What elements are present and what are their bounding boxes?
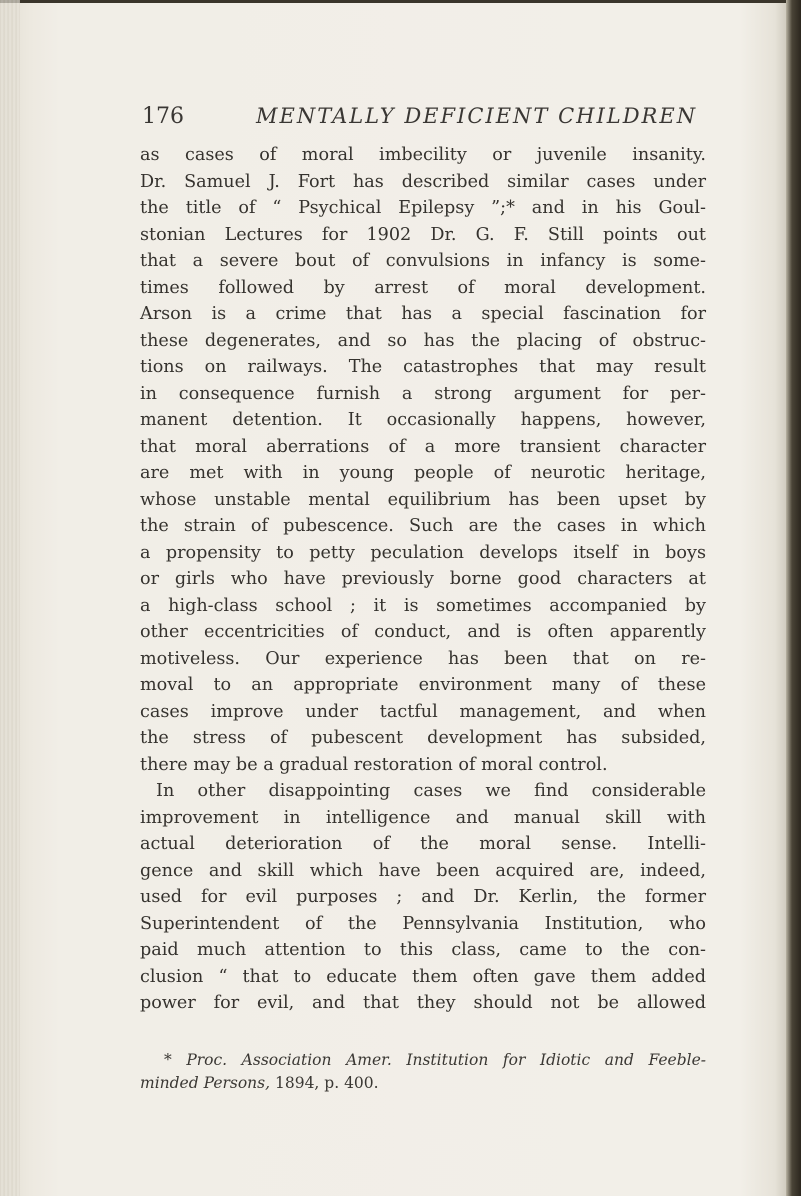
page-gutter-edge xyxy=(0,0,20,1196)
text-line: times followed by arrest of moral development. xyxy=(140,277,706,298)
running-head xyxy=(142,100,702,140)
text-line: Superintendent of the Pennsylvania Institution, who xyxy=(140,913,706,934)
text-line: gence and skill which have been acquired are, indeed, xyxy=(140,860,706,881)
footnote-line xyxy=(140,1049,706,1072)
text-line: improvement in intelligence and manual skill with xyxy=(140,807,706,828)
text-line: there may be a gradual restoration of moral control. xyxy=(140,754,608,775)
text-line: as cases of moral imbecility or juvenile insanity. xyxy=(140,145,706,165)
text-line: in consequence furnish a strong argument for per- xyxy=(140,383,706,404)
text-line: or girls who have previously borne good characters at xyxy=(140,569,706,589)
text-line: a propensity to petty peculation develops itself in boys xyxy=(140,542,706,563)
footnote-marker: * xyxy=(164,1051,172,1069)
text-line: used for evil purposes ; and Dr. Kerlin, the former xyxy=(140,887,706,907)
text-line: whose unstable mental equilibrium has been upset by xyxy=(140,489,706,510)
text-line: stonian Lectures for 1902 Dr. G. F. Still points out xyxy=(140,224,706,245)
text-line: manent detention. It occasionally happens, however, xyxy=(140,410,706,430)
text-line: other eccentricities of conduct, and is often apparently xyxy=(140,622,706,642)
text-line: are met with in young people of neurotic heritage, xyxy=(140,463,706,483)
text-line: clusion “ that to educate them often gave them added xyxy=(140,966,706,987)
text-line: these degenerates, and so has the placing of obstruc- xyxy=(140,330,706,351)
footnote-citation: Proc. Association Amer. Institution for Idiotic and Feeble- xyxy=(186,1051,706,1069)
page-number: 176 xyxy=(142,104,184,129)
body-text xyxy=(140,142,706,1017)
running-title: MENTALLY DEFICIENT CHILDREN xyxy=(256,104,698,128)
text-line: the title of “ Psychical Epilepsy ”;* and in his Goul- xyxy=(140,198,706,218)
text-line: Arson is a crime that has a special fascination for xyxy=(140,304,706,324)
footnote xyxy=(140,1049,706,1095)
text-line: power for evil, and that they should not be allowed xyxy=(140,993,706,1013)
text-line: a high-class school ; it is sometimes accompanied by xyxy=(140,595,706,616)
text-line: moval to an appropriate environment many of these xyxy=(140,675,706,695)
text-line: cases improve under tactful management, and when xyxy=(140,701,706,722)
footnote-year-page: 1894, p. 400. xyxy=(270,1074,379,1092)
text-line: the strain of pubescence. Such are the cases in which xyxy=(140,516,706,536)
text-line: motiveless. Our experience has been that on re- xyxy=(140,648,706,669)
text-line: that moral aberrations of a more transient character xyxy=(140,436,706,457)
page-outer-edge-shadow xyxy=(786,0,801,1196)
footnote-citation-cont: minded Persons, xyxy=(140,1074,271,1092)
text-line: In other disappointing cases we find considerable xyxy=(156,781,706,801)
text-line: that a severe bout of convulsions in infancy is some- xyxy=(140,251,706,271)
text-line: tions on railways. The catastrophes that may result xyxy=(140,357,706,377)
text-line: paid much attention to this class, came to the con- xyxy=(140,940,706,960)
footnote-line xyxy=(140,1072,706,1095)
text-line: actual deterioration of the moral sense. Intelli- xyxy=(140,834,706,854)
page-top-edge xyxy=(0,0,801,3)
text-line: the stress of pubescent development has subsided, xyxy=(140,728,706,748)
text-line: Dr. Samuel J. Fort has described similar cases under xyxy=(140,171,706,192)
